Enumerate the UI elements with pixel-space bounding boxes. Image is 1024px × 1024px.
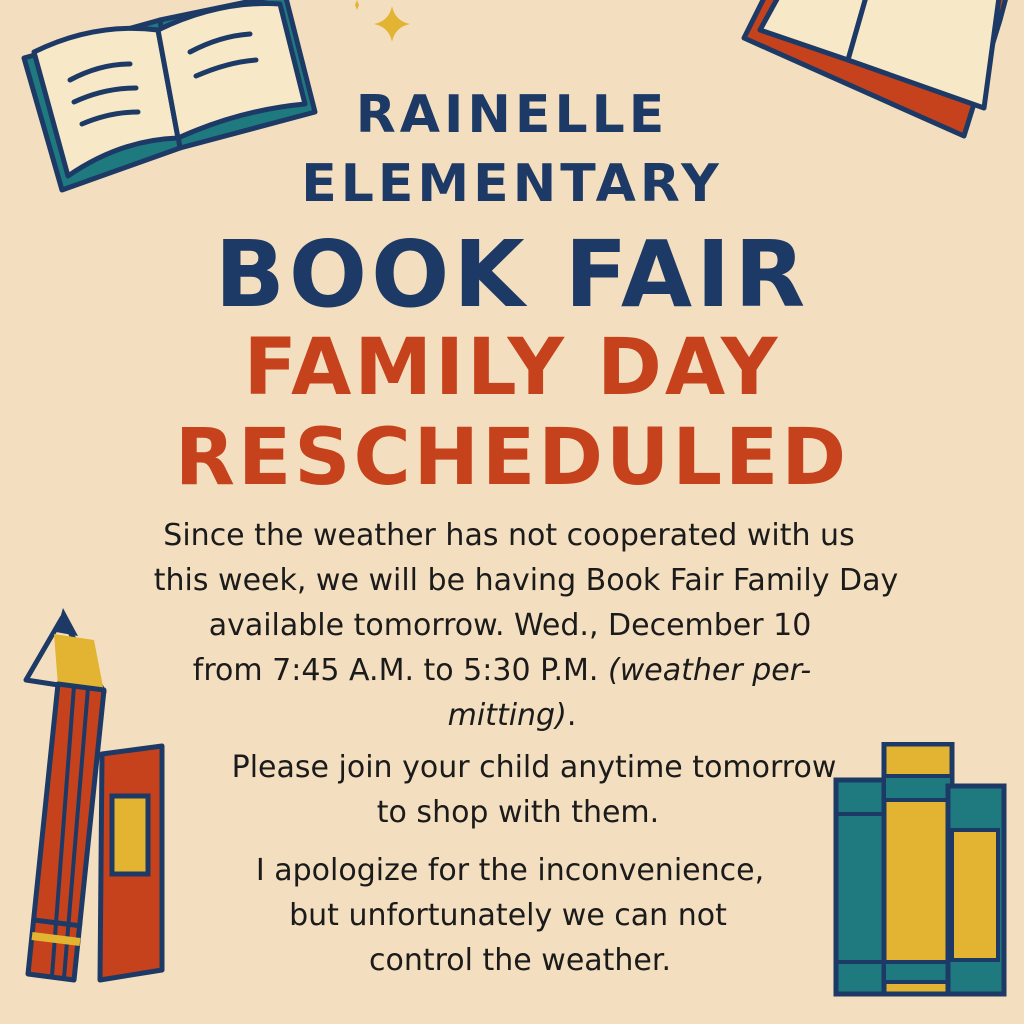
weather-note-cont: mitting): [447, 698, 567, 733]
headline-book-fair: BOOK FAIR: [214, 221, 810, 328]
message-line: but unfortunately we can not: [289, 898, 727, 933]
message-line: [0, 648, 1024, 693]
message-line: [0, 693, 1024, 738]
message-line: I apologize for the inconvenience,: [255, 853, 765, 888]
message-line-end: .: [566, 698, 577, 733]
message-line: this week, we will be having Book Fair Family Day: [153, 563, 899, 598]
message-line: to shop with them.: [376, 795, 660, 830]
message-line: control the weather.: [368, 943, 672, 978]
message-paragraph-3: [0, 848, 1024, 983]
school-name-line1: RAINELLE: [355, 85, 669, 145]
sparkle-icon: [350, 0, 364, 10]
sparkle-icon: [372, 4, 412, 44]
weather-note: (weather per-: [608, 653, 812, 688]
message-line-text: from 7:45 A.M. to 5:30 P.M.: [192, 653, 599, 688]
message-line: Since the weather has not cooperated with us: [163, 518, 855, 553]
headline-rescheduled: RESCHEDULED: [174, 413, 850, 503]
school-name-line2: ELEMENTARY: [301, 154, 723, 214]
message-line: Please join your child anytime tomorrow: [231, 750, 837, 785]
message-paragraph-2: [0, 745, 1024, 835]
headline-family-day: FAMILY DAY: [243, 323, 781, 413]
message-paragraph-1: [0, 513, 1024, 738]
message-line: available tomorrow. Wed., December 10: [208, 608, 812, 643]
